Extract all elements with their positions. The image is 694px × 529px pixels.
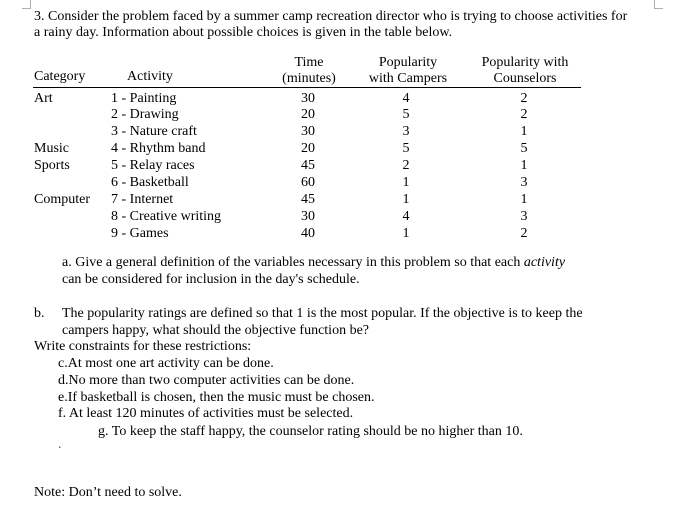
- cell-activity: 2 - Drawing: [111, 107, 179, 122]
- part-a-line-1: [62, 255, 565, 271]
- cell-activity: 8 - Creative writing: [111, 209, 222, 224]
- cell-counselors: 3: [520, 175, 528, 190]
- cell-category: Computer: [34, 192, 90, 207]
- part-b-line-1: The popularity ratings are defined so that 1 is the most popular. If the objective is to keep the: [62, 306, 583, 321]
- header-popularity-campers: [362, 55, 454, 87]
- intro-line-2: a rainy day. Information about possible choices is given in the table below.: [34, 25, 453, 40]
- part-b-label: b.: [34, 306, 45, 321]
- part-a-emphasis: activity: [523, 255, 566, 270]
- cell-counselors: 2: [520, 226, 528, 241]
- constraint-g: g. To keep the staff happy, the counselor rating should be no higher than 10.: [98, 424, 523, 439]
- cell-counselors: 2: [520, 91, 528, 106]
- cell-activity: 6 - Basketball: [111, 175, 189, 190]
- cell-campers: 4: [402, 91, 410, 106]
- cell-counselors: 5: [520, 141, 528, 156]
- header-category: Category: [34, 69, 86, 84]
- cell-activity: 1 - Painting: [111, 91, 177, 106]
- cell-time: 20: [301, 141, 315, 156]
- cell-time: 45: [301, 192, 315, 207]
- cell-activity: 3 - Nature craft: [111, 124, 197, 139]
- cell-campers: 1: [402, 226, 410, 241]
- cell-counselors: 3: [520, 209, 528, 224]
- cell-activity: 4 - Rhythm band: [111, 141, 206, 156]
- constraint-c: c.At most one art activity can be done.: [58, 356, 274, 371]
- cell-activity: 9 - Games: [111, 226, 169, 241]
- cell-category: Art: [34, 91, 53, 106]
- cell-campers: 3: [402, 124, 410, 139]
- cell-activity: 7 - Internet: [111, 192, 174, 207]
- cell-time: 60: [301, 175, 315, 190]
- part-b-line-2: campers happy, what should the objective function be?: [62, 323, 369, 338]
- page-corner-mark-right: [654, 0, 663, 9]
- cell-campers: 5: [402, 141, 410, 156]
- cell-counselors: 1: [520, 158, 528, 173]
- table-header-rule: [33, 87, 581, 88]
- constraint-d: d.No more than two computer activities can be done.: [58, 373, 355, 388]
- header-popularity-counselors: [472, 55, 578, 87]
- header-counselors-line1: Popularity with: [481, 55, 569, 70]
- cell-activity: 5 - Relay races: [111, 158, 195, 173]
- header-campers-line2: with Campers: [368, 71, 448, 86]
- constraint-e: e.If basketball is chosen, then the music must be chosen.: [58, 390, 375, 405]
- header-time: [278, 55, 340, 87]
- part-a-text: a. Give a general definition of the variables necessary in this problem so that each: [62, 255, 521, 270]
- constraint-f: f. At least 120 minutes of activities must be selected.: [58, 406, 354, 421]
- cell-category: Sports: [34, 158, 70, 173]
- header-counselors-line2: Counselors: [493, 71, 557, 86]
- cell-category: Music: [34, 141, 69, 156]
- cell-campers: 4: [402, 209, 410, 224]
- header-activity: Activity: [127, 69, 173, 84]
- note: Note: Don’t need to solve.: [34, 485, 182, 500]
- cell-campers: 5: [402, 107, 410, 122]
- cell-time: 30: [301, 91, 315, 106]
- cell-campers: 1: [402, 175, 410, 190]
- question-intro: [34, 9, 674, 41]
- header-time-line2: (minutes): [282, 71, 336, 86]
- cell-time: 30: [301, 124, 315, 139]
- cell-time: 30: [301, 209, 315, 224]
- part-a-line-2: can be considered for inclusion in the day's schedule.: [62, 272, 360, 287]
- stray-dot: .: [58, 437, 62, 452]
- cell-campers: 1: [402, 192, 410, 207]
- page-corner-mark-left: [22, 0, 31, 9]
- cell-counselors: 2: [520, 107, 528, 122]
- cell-counselors: 1: [520, 124, 528, 139]
- cell-counselors: 1: [520, 192, 528, 207]
- cell-campers: 2: [402, 158, 410, 173]
- cell-time: 45: [301, 158, 315, 173]
- header-campers-line1: Popularity: [378, 55, 438, 70]
- cell-time: 40: [301, 226, 315, 241]
- intro-line-1: 3. Consider the problem faced by a summer camp recreation director who is trying to choose activities for: [34, 9, 628, 24]
- constraints-intro: Write constraints for these restrictions:: [34, 339, 252, 354]
- cell-time: 20: [301, 107, 315, 122]
- header-time-line1: Time: [294, 55, 324, 70]
